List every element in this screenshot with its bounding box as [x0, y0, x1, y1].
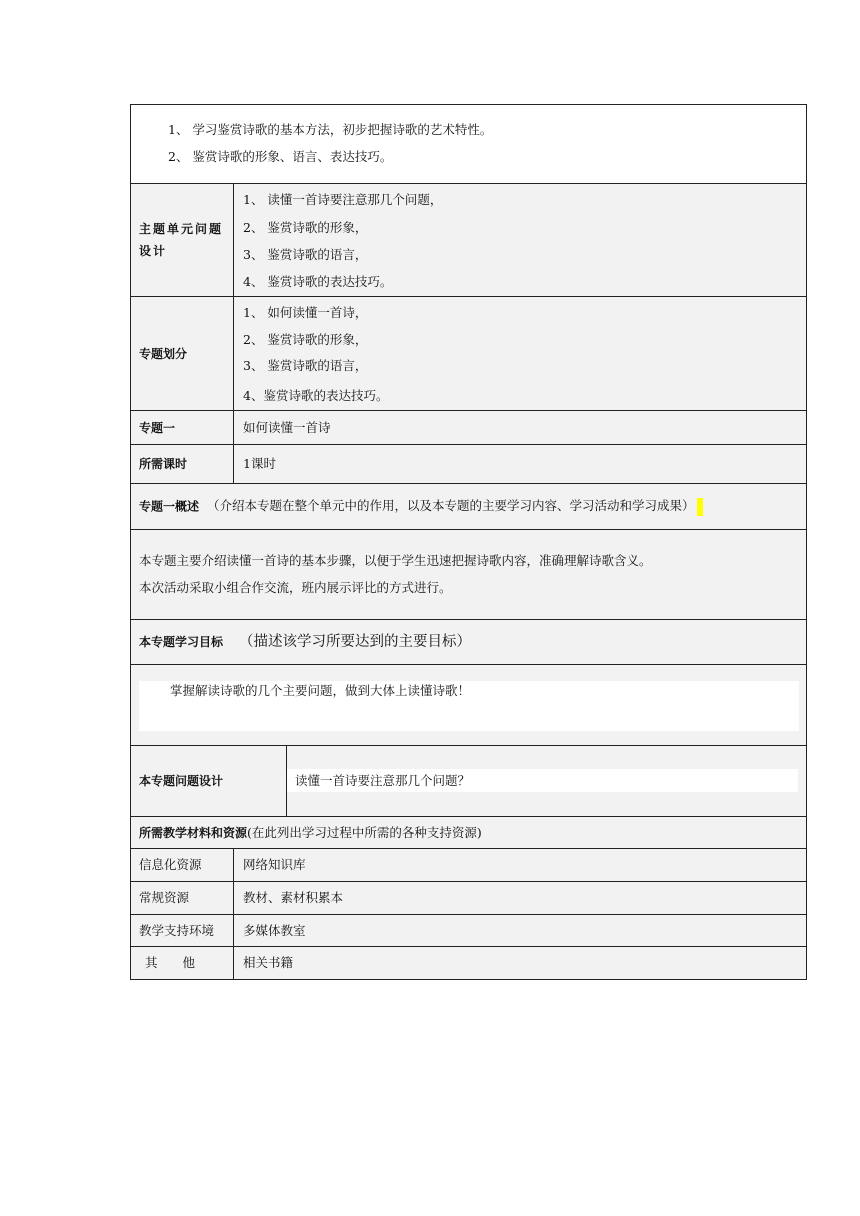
resource-value: 网络知识库 [243, 857, 306, 872]
hours-value-cell [234, 445, 806, 483]
topic-division-label: 专题划分 [139, 346, 188, 361]
goal-heading [139, 634, 471, 650]
goal-note: （描述该学习所要达到的主要目标） [239, 634, 472, 650]
question-design-label: 本专题问题设计 [139, 774, 224, 788]
hours-label: 所需课时 [139, 457, 188, 471]
theme-questions-label: 主题单元问题设计 [139, 222, 224, 258]
resources-heading [139, 825, 482, 841]
topic-division-values [234, 297, 806, 410]
resource-label: 教学支持环境 [139, 922, 215, 938]
hours-row [131, 445, 806, 484]
goal-text: 掌握解读诗歌的几个主要问题，做到大体上读懂诗歌！ [170, 683, 471, 698]
overview-title: 专题一概述 [139, 499, 200, 513]
question-design-label-cell [131, 746, 287, 816]
resources-title: 所需教学材料和资源 [139, 825, 248, 840]
overview-line-1: 本专题主要介绍读懂一首诗的基本步骤，以便于学生迅速把握诗歌内容，准确理解诗歌含义。 [139, 553, 652, 568]
resource-value-cell [234, 915, 806, 946]
topic-division-row [131, 297, 806, 411]
theme-questions-label-cell [131, 184, 234, 296]
theme-question-4: 4、 鉴赏诗歌的表达技巧。 [243, 274, 393, 289]
topic-one-row [131, 411, 806, 445]
objectives-row [131, 105, 806, 184]
resource-value: 相关书籍 [243, 955, 294, 970]
goal-header-row [131, 620, 806, 665]
objective-1: 1、 学习鉴赏诗歌的基本方法，初步把握诗歌的艺术特性。 [168, 122, 493, 137]
resource-label-cell [131, 849, 234, 881]
hours-label-cell [131, 445, 234, 483]
resource-label: 信息化资源 [139, 857, 202, 872]
topic-item-4: 4、鉴赏诗歌的表达技巧。 [243, 388, 389, 403]
question-design-row [131, 746, 806, 817]
theme-question-2: 2、 鉴赏诗歌的形象， [243, 220, 368, 235]
resource-value: 多媒体教室 [243, 922, 306, 938]
overview-note: （介绍本专题在整个单元中的作用，以及本专题的主要学习内容、学习活动和学习成果） [207, 498, 695, 513]
question-design-value-cell [287, 746, 806, 816]
resource-label-cell [131, 882, 234, 914]
resource-label-cell [131, 915, 234, 946]
hours-value: 1课时 [243, 456, 276, 471]
resources-note: (在此列出学习过程中所需的各种支持资源) [247, 824, 482, 840]
topic-division-label-cell [131, 297, 234, 410]
overview-heading [139, 498, 703, 516]
resource-row [131, 849, 806, 882]
resource-row [131, 947, 806, 980]
topic-one-value-cell [234, 411, 806, 444]
topic-one-label: 专题一 [139, 420, 176, 435]
resource-label: 常规资源 [139, 890, 190, 905]
topic-one-value: 如何读懂一首诗 [243, 419, 331, 435]
topic-one-label-cell [131, 411, 234, 444]
goal-title: 本专题学习目标 [139, 635, 224, 649]
question-design-value: 读懂一首诗要注意那几个问题？ [295, 773, 471, 788]
goal-body-row [131, 665, 806, 746]
theme-question-3: 3、 鉴赏诗歌的语言， [243, 247, 368, 262]
resource-row [131, 915, 806, 947]
theme-questions-row [131, 184, 806, 297]
resource-label-cell [131, 947, 234, 979]
theme-questions-values [234, 184, 806, 296]
topic-item-3: 3、 鉴赏诗歌的语言， [243, 358, 368, 373]
topic-item-2: 2、 鉴赏诗歌的形象， [243, 332, 368, 347]
resource-value-cell [234, 849, 806, 881]
resource-value-cell [234, 947, 806, 979]
topic-item-1: 1、 如何读懂一首诗， [243, 305, 368, 320]
resource-label: 其 他 [145, 955, 196, 970]
highlight-mark [697, 498, 703, 516]
resources-header-row [131, 817, 806, 849]
resource-value: 教材、素材积累本 [243, 890, 344, 905]
theme-question-1: 1、 读懂一首诗要注意那几个问题， [243, 192, 443, 207]
resource-row [131, 882, 806, 915]
overview-body-row [131, 530, 806, 620]
resource-value-cell [234, 882, 806, 914]
lesson-plan-table [130, 104, 807, 980]
overview-header-row [131, 484, 806, 530]
objective-2: 2、 鉴赏诗歌的形象、语言、表达技巧。 [168, 149, 393, 164]
overview-line-2: 本次活动采取小组合作交流，班内展示评比的方式进行。 [139, 580, 452, 595]
